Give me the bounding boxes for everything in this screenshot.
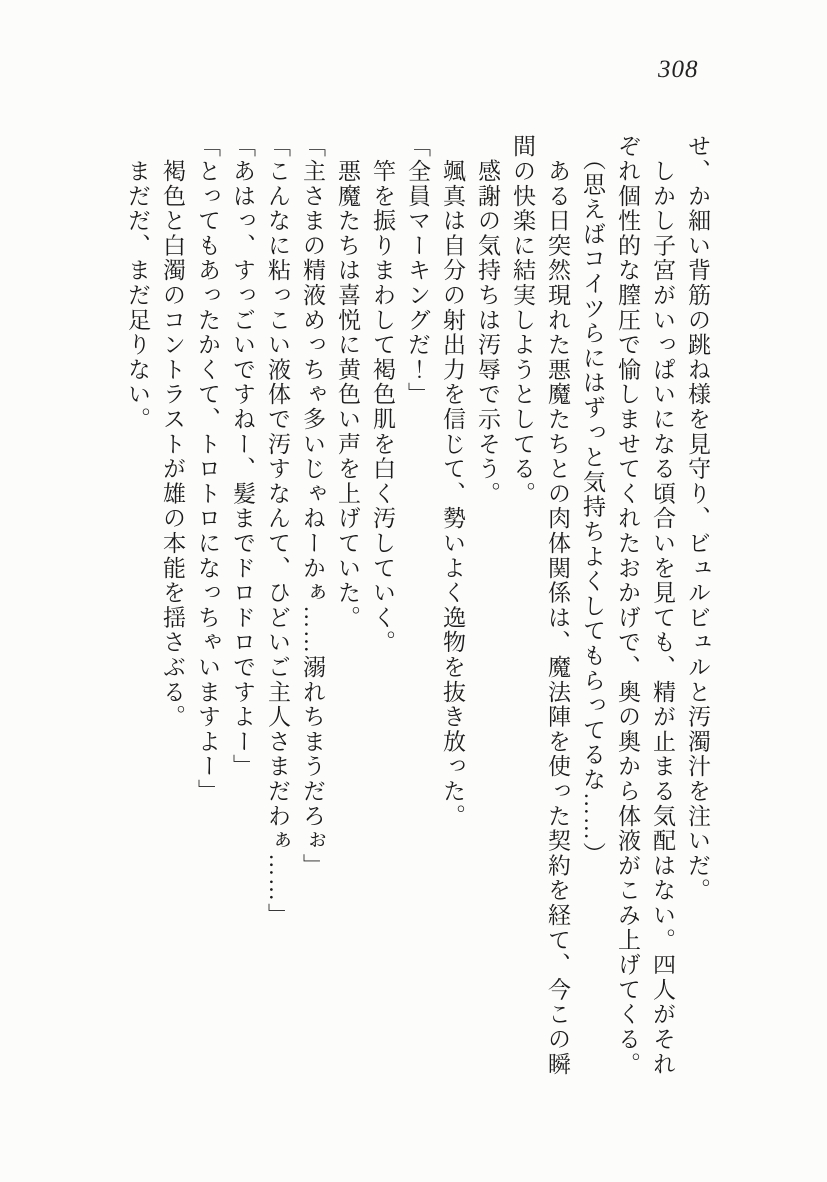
paragraph: 「とってもあったかくて、トロトロになっちゃいますよー」 — [195, 134, 220, 804]
paragraph: （思えばコイツらにはずっと気持ちよくしてもらってるな……） — [580, 134, 605, 867]
paragraph: 「こんなに粘っこい液体で汚すなんて、ひどいご主人さまだわぁ……」 — [265, 134, 290, 928]
paragraph: 颯真は自分の射出力を信じて、勢いよく逸物を抜き放った。 — [440, 134, 465, 829]
paragraph: 「あはっ、すっごいですねー、髪までドロドロですよー」 — [230, 134, 255, 779]
paragraph: しかし子宮がいっぱいになる頃合いを見ても、精が止まる気配はない。四人がそれぞれ個性的な膣圧で愉しませてくれたおかげで、奥の奥から体液がこみ上げてくる。 — [615, 134, 675, 1077]
paragraph: 「全員マーキングだ！」 — [405, 134, 430, 407]
paragraph: 褐色と白濁のコントラストが雄の本能を揺さぶる。 — [160, 134, 185, 730]
paragraph: 「主さまの精液めっちゃ多いじゃねーかぁ……溺れちまうだろぉ」 — [300, 134, 325, 878]
page-number: 308 — [658, 56, 699, 83]
paragraph: 感謝の気持ちは汚辱で示そう。 — [475, 134, 500, 506]
paragraph: せ、か細い背筋の跳ね様を見守り、ビュルビュルと汚濁汁を注いだ。 — [685, 134, 710, 903]
paragraph: 悪魔たちは喜悦に黄色い声を上げていた。 — [335, 134, 360, 630]
paragraph: ある日突然現れた悪魔たちとの肉体関係は、魔法陣を使った契約を経て、今この瞬間の快楽に結実しようとしてる。 — [510, 134, 570, 1077]
text-block — [120, 134, 715, 1082]
paragraph: 竿を振りまわして褐色肌を白く汚していく。 — [370, 134, 395, 655]
paragraph: まだだ、まだ足りない。 — [125, 134, 150, 432]
